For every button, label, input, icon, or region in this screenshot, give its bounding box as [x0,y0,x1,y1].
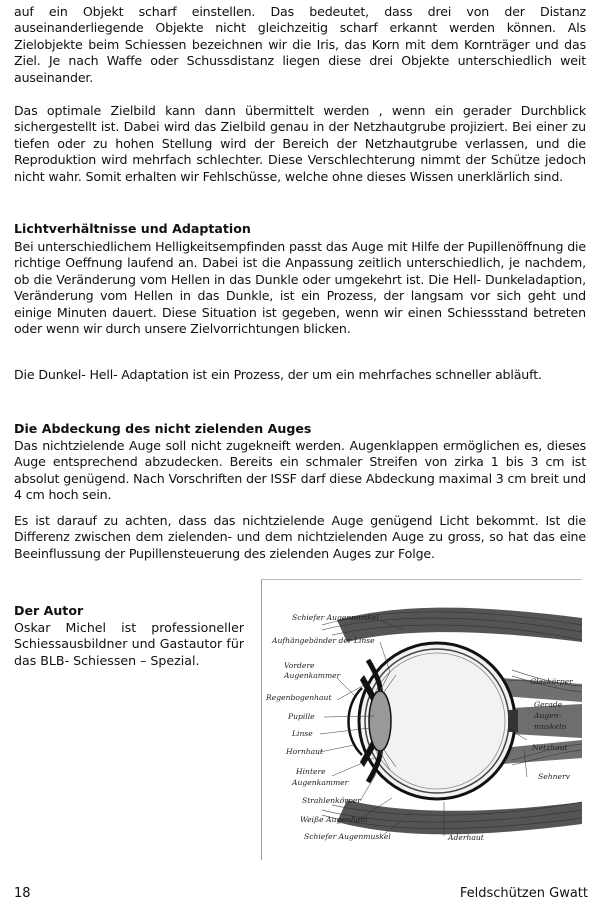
paragraph-objects: auf ein Objekt scharf einstellen. Das bedeutet, dass drei von der Distanz auseinanderliegende Objekte nicht gleichzeitig scharf erkannt werden können. Als Zielobjekte beim Schiessen bezeichnen wir die Iris, das Korn mit dem Kornträger und das Ziel. Je nach Waffe oder Schussdistanz liegen diese drei Objekte unterschiedlich weit auseinander. [14,4,586,85]
label-pupille: Pupille [288,712,315,721]
magazine-name: Feldschützen Gwatt [459,886,588,901]
label-muskeln: muskeln [534,722,567,731]
label-hintere-augenkammer: Augenkammer [292,778,349,787]
label-weisse-augenhaut: Weiße Augenhaut [300,815,369,824]
heading-eye-cover: Die Abdeckung des nicht zielenden Auges [14,421,312,436]
label-glaskoerper: Glaskörper [530,677,573,686]
paragraph-dark-light-adaptation: Die Dunkel- Hell- Adaptation ist ein Prozess, der um ein mehrfaches schneller abläuft. [14,367,542,382]
label-augen: Augen- [534,711,562,720]
label-schiefer-augenmuskel-bottom: Schiefer Augenmuskel [304,832,391,841]
heading-light-adaptation: Lichtverhältnisse und Adaptation [14,221,251,236]
author-heading: Der Autor [14,603,84,618]
label-regenbogenhaut: Regenbogenhaut [266,693,332,702]
page-number: 18 [14,886,31,901]
label-vordere: Vordere [284,661,315,670]
label-aufhaengebaender: Aufhängebänder der Linse [272,636,375,645]
paragraph-eye-patch: Das nichtzielende Auge soll nicht zugekneift werden. Augenklappen ermöglichen es, dieses Auge entsprechend abzudecken. Bereits ein schmaler Streifen von zirka 1 bis 3 cm ist absolut genügend. Nach Vorschriften der ISSF darf diese Abdeckung maximal 3 cm breit und 4 cm hoch sein. [14,438,586,503]
label-sehnerv: Sehnerv [538,772,570,781]
author-bio: Oskar Michel ist professioneller Schiessausbildner und Gastautor für das BLB- Schiessen – Spezial. [14,620,244,668]
paragraph-light-difference: Es ist darauf zu achten, dass das nichtzielende Auge genügend Licht bekommt. Ist die Differenz zwischen dem zielenden- und dem nichtzielenden Auge zu gross, so hat das eine Beeinflussung der Pupillensteuerung des zielenden Auges zur Folge. [14,513,586,561]
label-strahlenkoerper: Strahlenkörper [302,796,361,805]
eye-anatomy-figure [261,579,582,860]
label-hintere: Hintere [296,767,326,776]
label-schiefer-augenmuskel-top: Schiefer Augenmuskel [292,613,379,622]
eye-diagram [262,580,582,860]
paragraph-target-image: Das optimale Zielbild kann dann übermittelt werden , wenn ein gerader Durchblick sichergestellt ist. Dabei wird das Zielbild genau in der Netzhautgrube projiziert. Bei einer zu tiefen oder zu hohen Stellung wird der Bereich der Netzhautgrube verlassen, und die Reproduktion wird mehrfach schlechter. Diese Verschlechterung nimmt der Schütze jedoch nicht wahr. Somit erhalten wir Fehlschüsse, welche ohne dieses Wissen unerklärlich sind. [14,103,586,184]
label-netzhaut: Netzhaut [532,743,568,752]
label-aderhaut: Aderhaut [448,833,484,842]
label-hornhaut: Hornhaut [286,747,324,756]
paragraph-pupil-adaptation: Bei unterschiedlichem Helligkeitsempfinden passt das Auge mit Hilfe der Pupillenöffnung die richtige Oeffnung laufend an. Dabei ist die Anpassung zeitlich unterschiedlich, je nachdem, ob die Veränderung vom Hellen in das Dunkle oder umgekehrt ist. Die Hell- Dunkeladaption, Veränderung vom Hellen in das Dunkle, ist ein Prozess, der langsam vor sich geht und einige Minuten dauert. Diese Situation ist gegeben, wenn wir einen Schiessstand betreten oder wenn wir durch unsere Zielvorrichtungen blicken. [14,239,586,337]
label-vordere-augenkammer: Augenkammer [284,671,341,680]
label-gerade: Gerade [534,700,563,709]
label-linse: Linse [292,729,313,738]
